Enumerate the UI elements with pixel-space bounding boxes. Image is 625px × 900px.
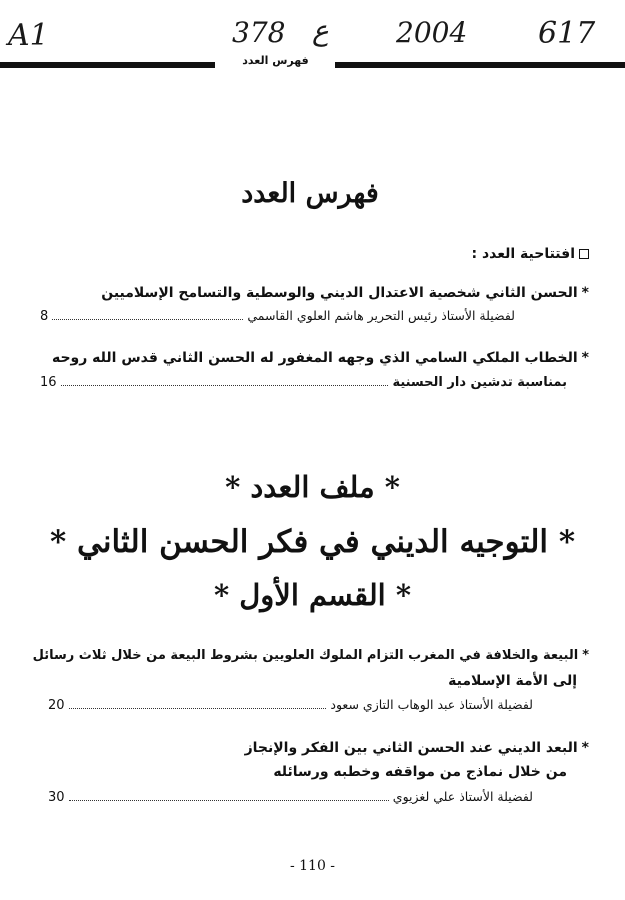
dossier-part: * القسم الأول * [213, 578, 412, 612]
page-number-ref: 8 [40, 309, 49, 324]
dossier-entry-1-title: *البيعة والخلافة في المغرب التزام الملوك العلويين بشروط البيعة من خلال ثلاث رسائل [32, 648, 589, 663]
handwritten-code-right: 617 [538, 16, 596, 51]
opening-entry-2-title: *الخطاب الملكي السامي الذي وجهه المغفور له الحسن الثاني قدس الله روحه [51, 350, 589, 366]
page-number-ref: 20 [48, 698, 65, 713]
dossier-entry-2-author-line [48, 789, 533, 805]
page-number: - 110 - [289, 858, 336, 874]
occasion-text: بمناسبة تدشين دار الحسنية [392, 375, 567, 390]
header-rule-left [0, 62, 215, 68]
handwritten-year: 2004 [396, 16, 468, 49]
leader-dots [69, 708, 327, 709]
star-bullet-icon: * [581, 740, 589, 756]
opening-heading: افتتاحية العدد : [471, 246, 589, 262]
dossier-entry-1-title-cont: إلى الأمة الإسلامية [448, 673, 577, 689]
author-name: لفضيلة الأستاذ عبد الوهاب التازي سعود [330, 697, 533, 712]
opening-entry-1-author-line [40, 308, 515, 324]
page-title: فهرس العدد [241, 178, 379, 209]
star-bullet-icon: * [581, 285, 589, 301]
author-name: لفضيلة الأستاذ رئيس التحرير هاشم العلوي القاسمي [247, 308, 515, 323]
checkbox-bullet-icon [579, 249, 589, 259]
opening-entry-2-author-line [40, 375, 567, 390]
star-bullet-icon: * [582, 648, 589, 663]
dossier-entry-2-title-cont: من خلال نماذج من مواقفه وخطبه ورسائله [273, 764, 567, 780]
star-bullet-icon: * [581, 350, 589, 366]
page-number-ref: 30 [48, 790, 65, 805]
header-label: فهرس العدد [242, 54, 309, 67]
leader-dots [69, 800, 389, 801]
handwritten-ref-letter: ع [312, 14, 329, 47]
leader-dots [61, 385, 389, 386]
dossier-entry-1-author-line [48, 697, 533, 713]
author-name: لفضيلة الأستاذ علي لغزيوي [392, 789, 533, 804]
dossier-subject: * التوجيه الديني في فكر الحسن الثاني * [49, 524, 576, 560]
handwritten-ref-number: 378 [232, 16, 286, 49]
leader-dots [52, 319, 243, 320]
header-rule-right [335, 62, 625, 68]
opening-entry-1-title: *الحسن الثاني شخصية الاعتدال الديني والوسطية والتسامح الإسلاميين [101, 285, 589, 301]
dossier-heading: * ملف العدد * [225, 470, 400, 504]
page-number-ref: 16 [40, 375, 57, 390]
dossier-entry-2-title: *البعد الديني عند الحسن الثاني بين الفكر والإنجاز [244, 740, 589, 756]
handwritten-code-left: A1 [8, 18, 49, 53]
